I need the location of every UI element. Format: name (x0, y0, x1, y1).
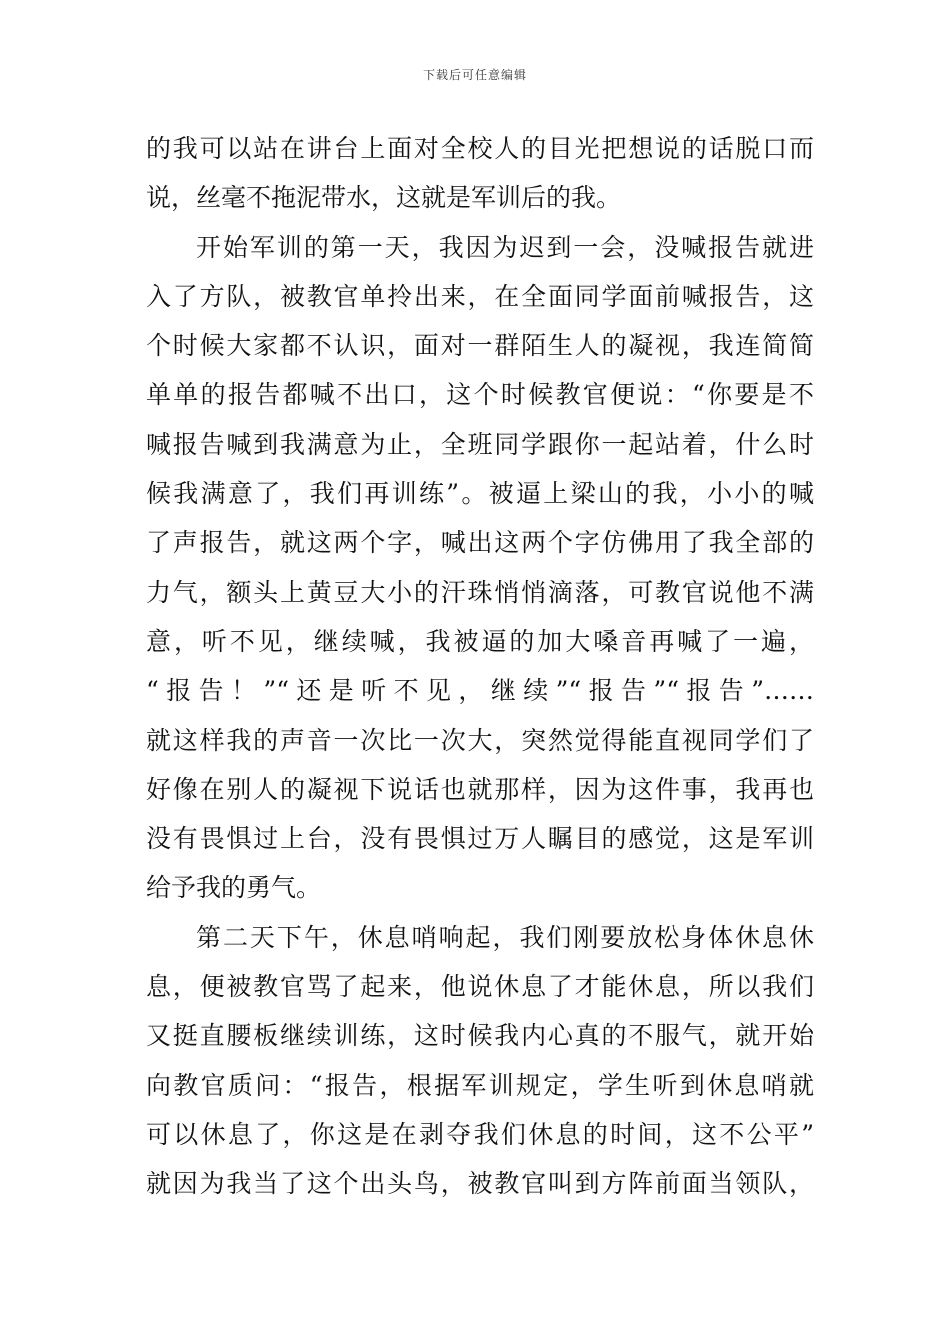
text-line: 好像在别人的凝视下说话也就那样，因为这件事，我再也 (146, 774, 814, 804)
text-line: 意，听不见，继续喊，我被逼的加大嗓音再喊了一遍， (146, 626, 814, 656)
text-line: 单单的报告都喊不出口，这个时候教官便说：“你要是不 (146, 380, 814, 410)
text-line: 向教官质问：“报告，根据军训规定，学生听到休息哨就 (146, 1070, 814, 1100)
text-line: 候我满意了，我们再训练”。被逼上梁山的我，小小的喊 (146, 479, 814, 509)
text-line: 开始军训的第一天，我因为迟到一会，没喊报告就进 (196, 232, 814, 262)
text-line: 第二天下午，休息哨响起，我们刚要放松身体休息休 (196, 922, 814, 952)
page-header: 下载后可任意编辑 (422, 68, 527, 82)
text-line: 息，便被教官骂了起来，他说休息了才能休息，所以我们 (146, 972, 814, 1002)
text-line: 了声报告，就这两个字，喊出这两个字仿佛用了我全部的 (146, 528, 814, 558)
text-line: 又挺直腰板继续训练，这时候我内心真的不服气，就开始 (146, 1021, 814, 1051)
text-line: 力气，额头上黄豆大小的汗珠悄悄滴落，可教官说他不满 (146, 577, 814, 607)
text-line: 可以休息了，你这是在剥夺我们休息的时间，这不公平” (146, 1119, 814, 1149)
text-line: 给予我的勇气。 (146, 873, 322, 903)
text-line: 说，丝毫不拖泥带水，这就是军训后的我。 (146, 183, 622, 213)
text-line: 没有畏惧过上台，没有畏惧过万人瞩目的感觉，这是军训 (146, 824, 814, 854)
text-line: 喊报告喊到我满意为止，全班同学跟你一起站着，什么时 (146, 429, 814, 459)
text-line: “报告！”“还是听不见，继续”“报告”“报告”…… (146, 676, 814, 706)
text-line: 个时候大家都不认识，面对一群陌生人的凝视，我连简简 (146, 331, 814, 361)
essay-body (146, 124, 814, 1209)
text-line: 入了方队，被教官单拎出来，在全面同学面前喊报告，这 (146, 281, 814, 311)
text-line: 就这样我的声音一次比一次大，突然觉得能直视同学们了 (146, 725, 814, 755)
text-line: 的我可以站在讲台上面对全校人的目光把想说的话脱口而 (146, 134, 814, 163)
text-line: 就因为我当了这个出头鸟，被教官叫到方阵前面当领队， (146, 1169, 814, 1199)
